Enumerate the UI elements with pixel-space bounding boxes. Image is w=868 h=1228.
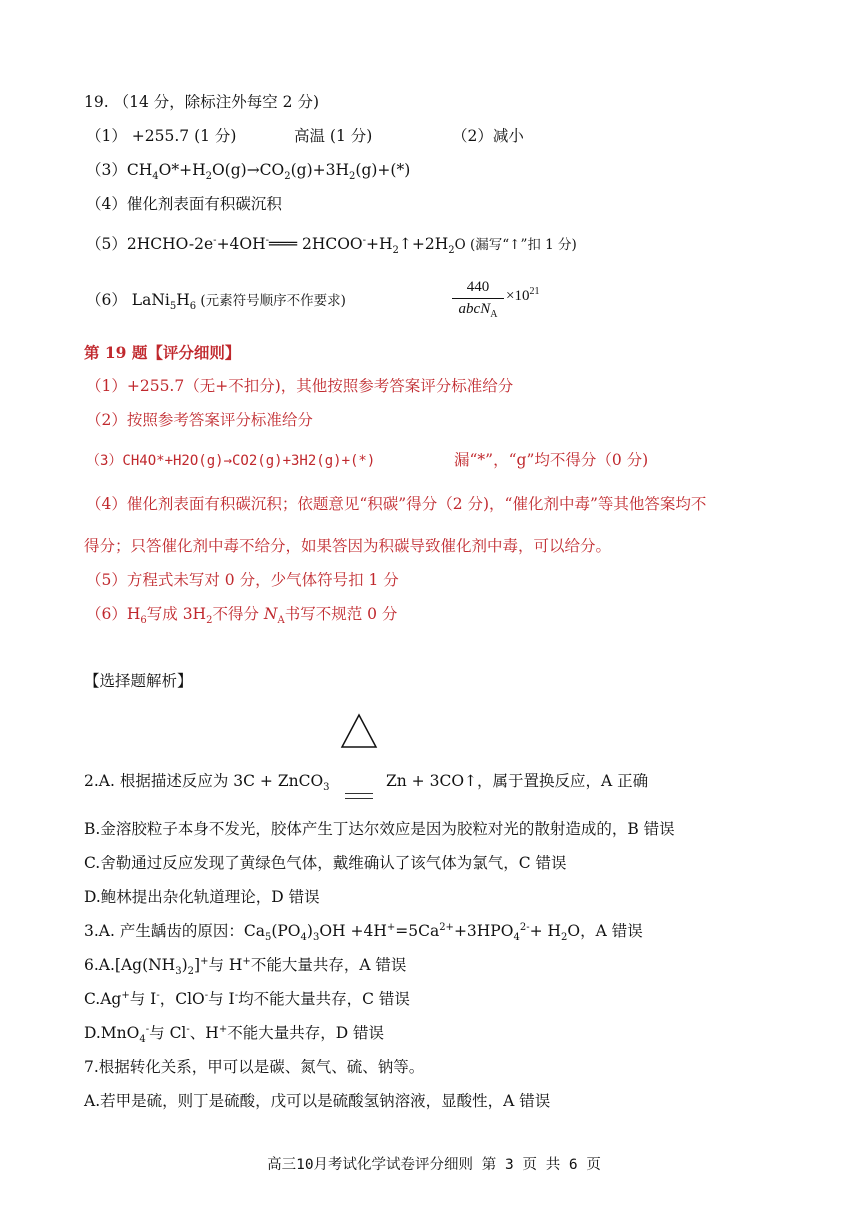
mc-q2-b: B.金溶胶粒子本身不发光，胶体产生丁达尔效应是因为胶粒对光的散射造成的，B 错误 xyxy=(84,820,675,838)
q19-line5: （5）2HCHO-2e-+4OH-═══ $2HCOO^-+H_2↑+2H_2O$ (漏写“↑”扣 1 分) xyxy=(86,234,577,257)
density-fraction xyxy=(452,278,504,319)
reaction-equals-sign xyxy=(345,793,373,799)
mc-q7: 7.根据转化关系，甲可以是碳、氮气、硫、钠等。 xyxy=(84,1058,425,1076)
rubric-item-4-line1: （4）催化剂表面有积碳沉积；依题意见“积碳”得分（2 分)，“催化剂中毒”等其他答案均不 xyxy=(86,495,707,513)
q19-line4: （4）催化剂表面有积碳沉积 xyxy=(86,195,282,213)
fraction-numerator: 440 xyxy=(452,278,504,299)
mc-q6-d: D.MnO$_4$-与 Cl-、H+不能大量共存，D 错误 xyxy=(84,1023,385,1046)
mc-q7-a: A.若甲是硫，则丁是硫酸，戊可以是硫酸氢钠溶液，显酸性，A 错误 xyxy=(84,1092,551,1110)
rubric-item-3: （3）CH4O*+H2O(g)→CO2(g)+3H2(g)+(*) 漏“*”，“g”均不得分（0 分) xyxy=(86,451,649,469)
mc-q3-a: 3.A. 产生龋齿的原因：$Ca_5(PO_4)_3OH +4H^+=5Ca^{2+}+3HPO_4^{2-}+ H_2O$，A 错误 xyxy=(84,921,643,944)
mc-title: 【选择题解析】 xyxy=(84,672,193,690)
mc-q6-a: $6.A.[Ag(NH_3)_2]^+$与 H+不能大量共存，A 错误 xyxy=(84,955,407,978)
q19-line3: $(3)CH_4O*+H_2O(g)\to CO_2(g)+3H_2(g)+(*)$ xyxy=(86,161,411,183)
q19-line6: （6） $LaNi_5H_6$ (元素符号顺序不作要求) xyxy=(86,291,346,313)
rubric-item-1: （1）+255.7（无+不扣分)，其他按照参考答案评分标准给分 xyxy=(86,377,514,395)
rubric-item-5: （5）方程式未写对 0 分，少气体符号扣 1 分 xyxy=(86,571,399,589)
q19-1-condition: 高温 (1 分) xyxy=(294,127,373,145)
q19-1-answer: （1） +255.7 (1 分) xyxy=(86,127,237,145)
rubric-item-2: （2）按照参考答案评分标准给分 xyxy=(86,411,313,429)
q19-header: 19. （14 分，除标注外每空 2 分) xyxy=(84,93,319,111)
mc-q2-d: D.鲍林提出杂化轨道理论，D 错误 xyxy=(84,888,320,906)
heating-triangle-icon xyxy=(340,713,378,749)
rubric-item-6: $(6)H_6$写成 $3H_2$不得分 $N_A$书写不规范 0 分 xyxy=(86,605,398,627)
page-footer: 高三10月考试化学试卷评分细则 第 3 页 共 6 页 xyxy=(267,1157,601,1173)
mc-q2-c: C.舍勒通过反应发现了黄绿色气体，戴维确认了该气体为氯气，C 错误 xyxy=(84,854,567,872)
q19-line1 xyxy=(86,126,524,146)
mc-q2-a: 2.A. 根据描述反应为 3C + ZnCO$_3$ Zn + 3CO↑，属于置换反应，A 正确 xyxy=(84,772,649,794)
fraction-denominator: abcN$_A$ xyxy=(458,301,498,320)
rubric-item-4-line2: 得分；只答催化剂中毒不给分，如果答因为积碳导致催化剂中毒，可以给分。 xyxy=(84,537,612,555)
rubric-title: 第 19 题【评分细则】 xyxy=(84,343,241,362)
q19-2-answer: （2）减小 xyxy=(452,127,524,145)
mc-q6-c: C.Ag+与 I-，ClO-与 I-均不能大量共存，C 错误 xyxy=(84,989,410,1008)
fraction-multiplier: $\times 10^{21}$ xyxy=(506,286,540,304)
